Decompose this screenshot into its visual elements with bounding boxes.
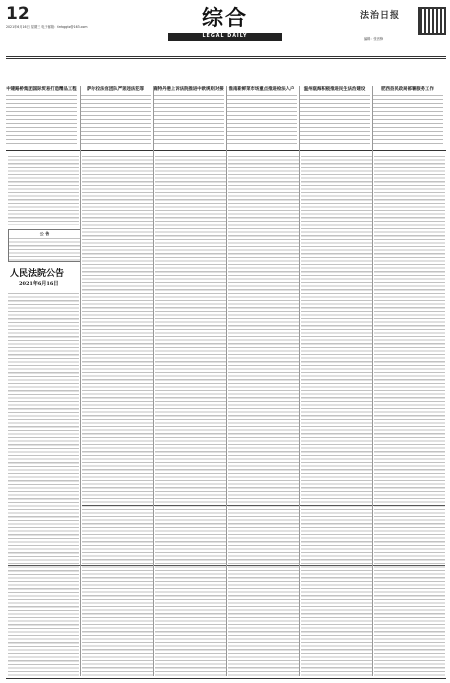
court-notice-title: 人民法院公告 [10,269,65,279]
column-separator [80,86,81,676]
column-separator [153,86,154,676]
article-column-2 [80,86,151,146]
section-subtitle: LEGAL DAILY [168,33,282,41]
court-notice-column-6 [374,155,445,676]
article-headline: 淮南新鲜菜市场重点推进检法入户 [228,87,295,92]
article-body [226,94,297,146]
article-body [153,94,224,146]
column-separator [299,86,300,676]
page-number: 12 [6,4,30,24]
court-notice-column-3 [155,155,226,676]
column-separator [372,86,373,676]
section-masthead [168,6,282,41]
qr-code-icon [418,7,446,35]
article-body [6,94,77,146]
section-title: 综合 [202,5,248,30]
date-line: 2021年6月16日 星期三 电子邮箱：fzrbggtz@163.com [6,25,88,29]
article-headline: 萨尔拉法官团队严惩违法犯罪 [86,87,145,92]
article-column-3 [153,86,224,146]
article-headline: 鹿特丹港上诉法院推进中欧规则对接 [153,87,224,92]
column-separator [226,86,227,676]
article-column-4 [226,86,297,146]
left-column-text-top [8,155,79,225]
court-notice-date: 2021年6月16日 [19,281,59,287]
article-headline: 肥西县民政局部署服务工作 [381,87,434,92]
court-notice-column-2 [82,155,153,676]
article-column-6 [372,86,443,146]
notice-body [9,237,80,261]
header-rule-thin [6,58,446,59]
notice-box [8,229,81,262]
court-notice-section-bar [82,505,445,506]
article-body [299,94,370,146]
editor-line: 编辑：张晋锋 [364,37,384,41]
header-rule [6,56,446,57]
court-notice-column-4 [228,155,299,676]
article-headline: 中建路桥集团国际贸易打造精品工程 [6,87,77,92]
footer-rule [6,678,446,679]
article-column-5 [299,86,370,146]
notice-title: 公 告 [39,231,50,236]
article-body [80,94,151,146]
article-headline: 温州瓯海积极推进民生法治建设 [303,87,366,92]
court-notice-column-5 [301,155,372,676]
newspaper-logo: 法治日报 [360,11,401,21]
left-column-text [8,292,79,676]
article-body [372,94,443,146]
article-column-1 [6,86,77,146]
